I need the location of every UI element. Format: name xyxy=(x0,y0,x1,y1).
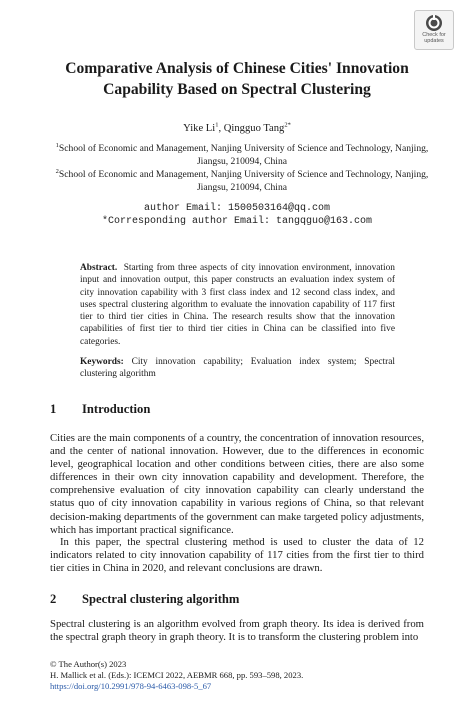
author-email: author Email: 1500503164@qq.com xyxy=(143,203,331,214)
author-1: Yike Li xyxy=(183,123,216,134)
abstract-label: Abstract. xyxy=(80,263,118,273)
footer-doi-link[interactable]: https://doi.org/10.2991/978-94-6463-098-5_67 xyxy=(50,681,212,691)
keywords-label: Keywords: xyxy=(80,357,124,367)
affiliation-1-sup: 1 xyxy=(55,141,59,149)
affiliation-2 xyxy=(50,169,434,195)
section-2-heading xyxy=(50,591,239,607)
section-1-paragraph-2: In this paper, the spectral clustering method is used to cluster the data of 12 indicators related to city innovation capability of 117 cities from the first tier to third tier cities in China in 2020, and relevant conclusions are drawn. xyxy=(50,536,424,575)
author-2: Qingguo Tang xyxy=(223,123,285,134)
footer-citation: H. Mallick et al. (Eds.): ICEMCI 2022, AEBMR 668, pp. 593–598, 2023. xyxy=(50,670,304,680)
affiliation-1 xyxy=(50,143,434,169)
affiliation-2-text: School of Economic and Management, Nanjing University of Science and Technology, Nanjing, Jiangsu, 210094, China xyxy=(58,169,429,193)
section-1-title: Introduction xyxy=(82,402,151,416)
section-1-paragraph-1: Cities are the main components of a country, the concentration of innovation resources, and the center of national innovation. However, due to the differences in economic level, geographical location and other conditions between cities, there are also some differences in their own city innovation capability and development. Therefore, the comprehensive evaluation of city innovation capability can clearly understand the status quo of city innovation capability in various regions of China, so that relevant decision-making departments of the government can make targeted policy adjustments, which has important practical significance. xyxy=(50,432,424,536)
footer-copyright: © The Author(s) 2023 xyxy=(50,659,127,669)
corresponding-email: *Corresponding author Email: tangqguo@163.com xyxy=(101,216,373,227)
section-2-paragraph-1: Spectral clustering is an algorithm evolved from graph theory. Its idea is derived from the spectral graph theory in graph theory. It is to transform the clustering problem into xyxy=(50,618,424,644)
badge-line2: updates xyxy=(424,38,444,44)
check-for-updates-badge[interactable] xyxy=(414,10,454,50)
section-2-number: 2 xyxy=(50,592,57,606)
badge-line1: Check for xyxy=(422,32,446,38)
keywords xyxy=(80,356,395,381)
section-1-heading xyxy=(50,401,150,417)
author-1-sup: 1 xyxy=(215,121,219,129)
check-for-updates-icon xyxy=(425,14,443,32)
paper-title: Comparative Analysis of Chinese Cities' Innovation Capability Based on Spectral Clustering xyxy=(65,60,409,98)
abstract xyxy=(80,262,395,348)
abstract-text: Starting from three aspects of city innovation environment, innovation input and innovation output, this paper constructs an evaluation index system of city innovation capability with 3 first class index and 12 second class index, and uses spectral clustering algorithm to evaluate the innovation capability of 117 first tier to third tier cities in China. The research results show that the innovation capabilities of first tier to third tier cities in China can be classified into five categories. xyxy=(80,263,395,347)
affiliation-1-text: School of Economic and Management, Nanjing University of Science and Technology, Nanjing, Jiangsu, 210094, China xyxy=(58,143,429,167)
section-1-number: 1 xyxy=(50,402,57,416)
keywords-text: City innovation capability; Evaluation index system; Spectral clustering algorithm xyxy=(80,357,396,380)
affiliation-2-sup: 2 xyxy=(55,167,59,175)
author-separator: , xyxy=(218,123,224,134)
author-2-sup: 2* xyxy=(284,121,291,129)
section-2-title: Spectral clustering algorithm xyxy=(82,592,240,606)
footer xyxy=(50,659,424,692)
author-list xyxy=(40,122,434,136)
